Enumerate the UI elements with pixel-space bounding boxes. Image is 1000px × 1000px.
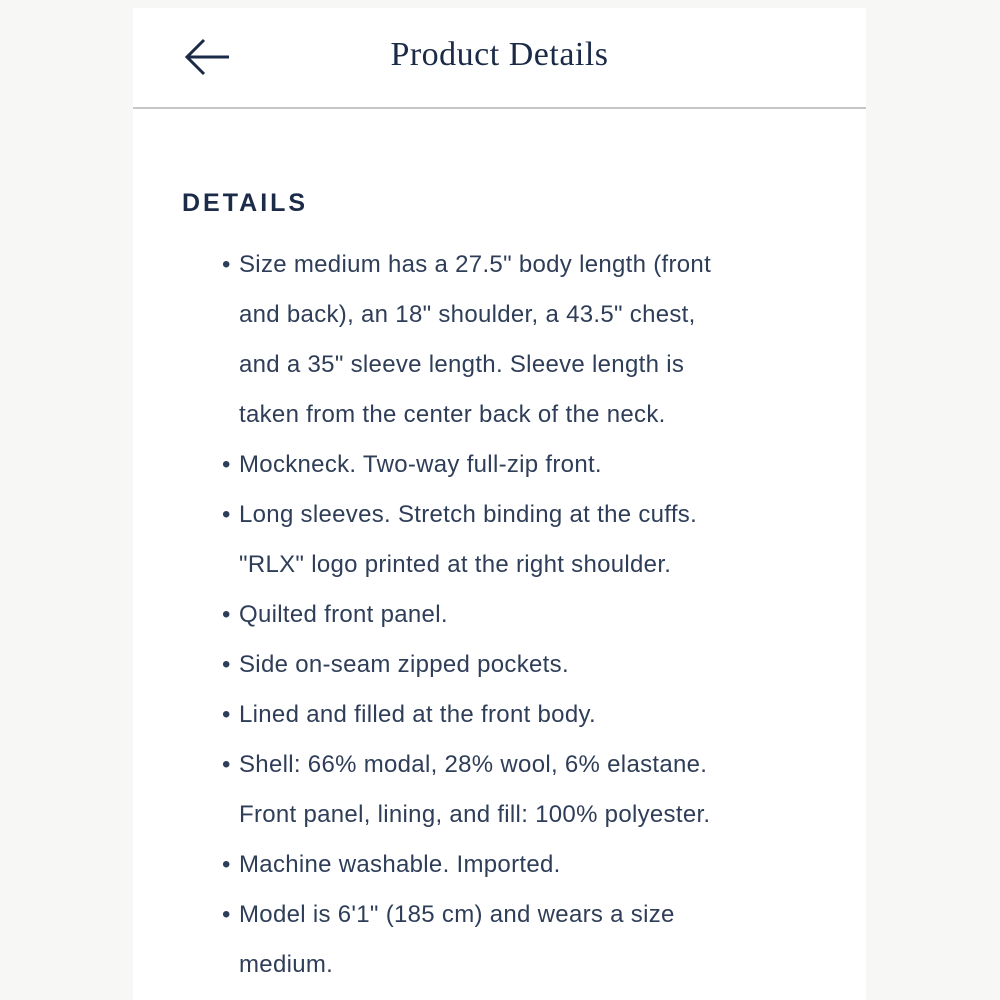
list-item-line: medium. [239, 951, 334, 978]
list-item [222, 690, 866, 740]
list-item-line: Size medium has a 27.5" body length (front [239, 251, 712, 278]
list-item-line: Side on-seam zipped pockets. [239, 651, 569, 678]
list-item [222, 490, 866, 590]
bullet-icon: • [222, 751, 231, 778]
bullet-icon: • [222, 651, 231, 678]
details-heading: DETAILS [182, 189, 309, 217]
list-item-line: Quilted front panel. [239, 601, 448, 628]
list-item [222, 840, 866, 890]
list-item [222, 590, 866, 640]
list-item-line: and a 35" sleeve length. Sleeve length is [239, 351, 685, 378]
bullet-icon: • [222, 901, 231, 928]
list-item-line: "RLX" logo printed at the right shoulder. [239, 551, 672, 578]
list-item-line: and back), an 18" shoulder, a 43.5" chest, [239, 301, 696, 328]
list-item-line: Long sleeves. Stretch binding at the cuffs. [239, 501, 698, 528]
list-item-line: Mockneck. Two-way full-zip front. [239, 451, 602, 478]
list-item-line: Model is 6'1" (185 cm) and wears a size [239, 901, 675, 928]
list-item [222, 890, 866, 990]
bullet-icon: • [222, 851, 231, 878]
list-item [222, 640, 866, 690]
header-bar [133, 8, 866, 109]
page-title: Product Details [390, 35, 609, 73]
product-details-card [133, 8, 866, 1000]
list-item-line: taken from the center back of the neck. [239, 401, 666, 428]
bullet-icon: • [222, 701, 231, 728]
left-arrow-icon [183, 37, 229, 77]
list-item-line: Machine washable. Imported. [239, 851, 561, 878]
details-list [133, 240, 866, 990]
back-button[interactable] [181, 35, 231, 79]
bullet-icon: • [222, 501, 231, 528]
bullet-icon: • [222, 451, 231, 478]
details-section [133, 188, 866, 990]
list-item [222, 740, 866, 840]
list-item [222, 440, 866, 490]
bullet-icon: • [222, 251, 231, 278]
list-item [222, 240, 866, 440]
list-item-line: Lined and filled at the front body. [239, 701, 596, 728]
list-item-line: Front panel, lining, and fill: 100% polyester. [239, 801, 711, 828]
list-item-line: Shell: 66% modal, 28% wool, 6% elastane. [239, 751, 708, 778]
bullet-icon: • [222, 601, 231, 628]
